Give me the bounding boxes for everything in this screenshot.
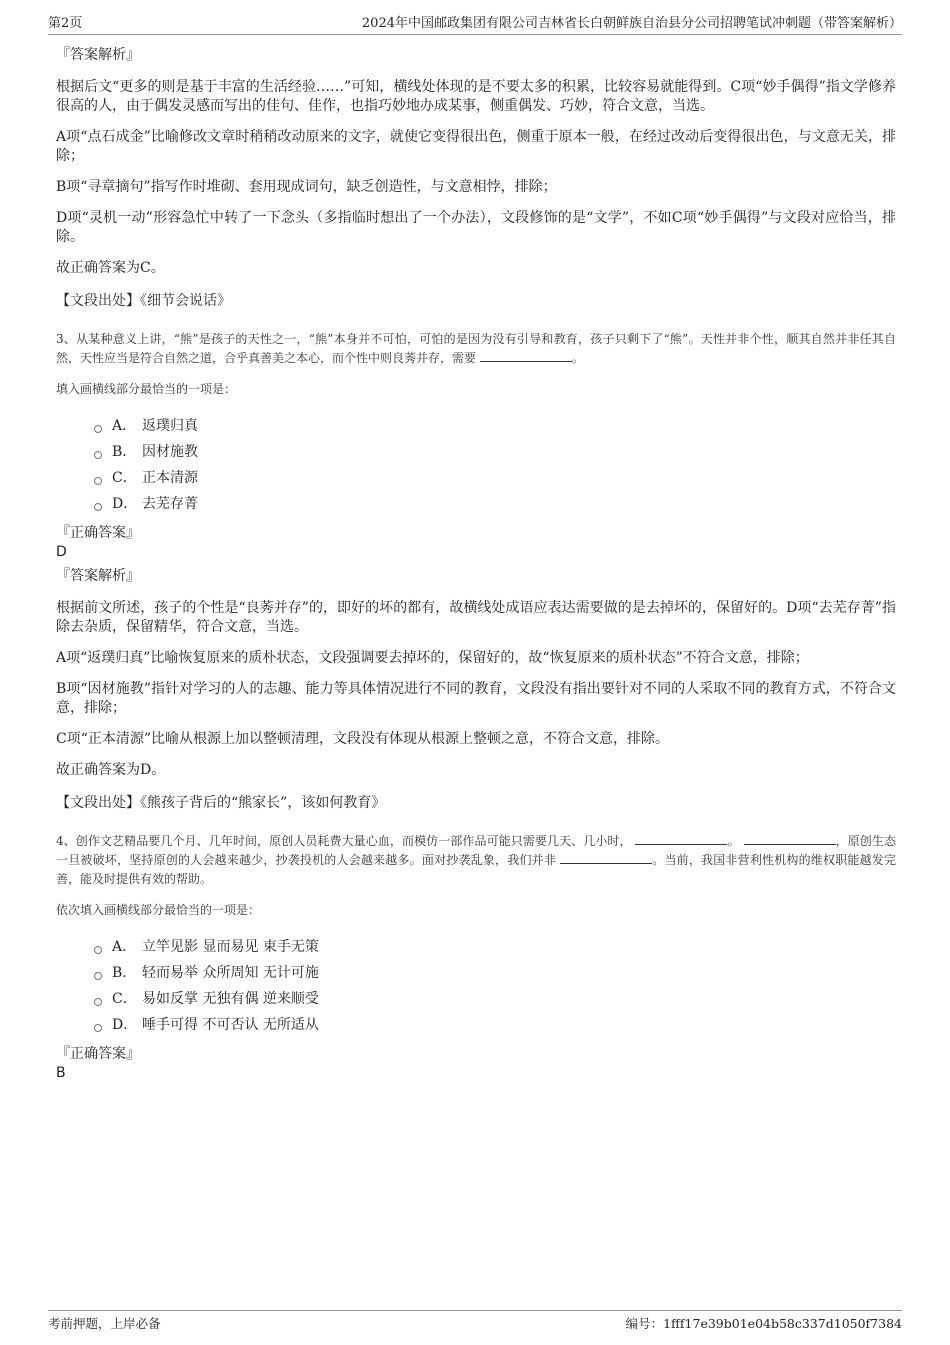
radio-icon[interactable] [94, 972, 102, 980]
analysis-paragraph: A项“点石成金”比喻修改文章时稍稍改动原来的文字，就使它变得很出色，侧重于原本一般，在经过改动后变得很出色，与文意无关，排除； [56, 129, 896, 164]
analysis-paragraph: 根据前文所述，孩子的个性是“良莠并存”的，即好的坏的都有，故横线处成语应表达需要做的是去掉坏的，保留好的。D项“去芜存菁”指除去杂质，保留精华，符合文意，当选。 [56, 600, 896, 635]
fill-blank [560, 851, 652, 864]
option-d[interactable]: D． 唾手可得 不可否认 无所适从 [94, 1012, 896, 1038]
radio-icon[interactable] [94, 451, 102, 459]
question-4-stem: 4、创作文艺精品要几个月、几年时间，原创人员耗费大量心血，而模仿一部作品可能只需要几天、几小时， 。 ，原创生态一旦被破坏，坚持原创的人会越来越少，抄袭投机的人会越来越多。面对抄袭乱象，我们并非 。当前，我国非营利性机构的维权职能越发完善，能及时提供有效的帮助。 [56, 834, 896, 886]
question-3-stem [56, 330, 896, 368]
analysis-label: 『答案解析』 [56, 47, 140, 63]
question-4-options [94, 934, 896, 1038]
page-footer [48, 1310, 902, 1333]
correct-answer: B [56, 1065, 66, 1081]
radio-icon[interactable] [94, 946, 102, 954]
option-a[interactable]: A． 返璞归真 [94, 413, 896, 439]
option-c[interactable]: C． 正本清源 [94, 465, 896, 491]
analysis-conclusion: 故正确答案为C。 [56, 260, 165, 276]
page-header [48, 14, 902, 35]
analysis-paragraph: 根据后文“更多的则是基于丰富的生活经验……”可知，横线处体现的是不要太多的积累，比较容易就能得到。C项“妙手偶得”指文学修养很高的人，由于偶发灵感而写出的佳句、佳作，也指巧妙地办成某事，侧重偶发、巧妙，符合文意，当选。 [56, 79, 896, 114]
radio-icon[interactable] [94, 477, 102, 485]
passage-source: 【文段出处】《细节会说话》 [56, 293, 231, 309]
radio-icon[interactable] [94, 1024, 102, 1032]
question-3-options [94, 413, 896, 517]
analysis-paragraph: D项“灵机一动”形容急忙中转了一下念头（多指临时想出了一个办法），文段修饰的是“文学”，不如C项“妙手偶得”与文段对应恰当，排除。 [56, 210, 896, 245]
correct-answer-label: 『正确答案』 [56, 525, 140, 541]
analysis-conclusion: 故正确答案为D。 [56, 762, 166, 778]
option-a[interactable]: A． 立竿见影 显而易见 束手无策 [94, 934, 896, 960]
radio-icon[interactable] [94, 425, 102, 433]
option-d[interactable]: D． 去芜存菁 [94, 491, 896, 517]
analysis-label: 『答案解析』 [56, 568, 140, 584]
fill-blank [635, 832, 727, 845]
radio-icon[interactable] [94, 998, 102, 1006]
analysis-paragraph: B项“因材施教”指针对学习的人的志趣、能力等具体情况进行不同的教育，文段没有指出要针对不同的人采取不同的教育方式，不符合文意，排除； [56, 681, 896, 716]
question-3-text: 3、从某种意义上讲，“熊”是孩子的天性之一，“熊”本身并不可怕，可怕的是因为没有引导和教育，孩子只剩下了“熊”。天性并非个性，顺其自然并非任其自然，天性应当是符合自然之道，合乎真善美之本心，而个性中则良莠并存，需要 [56, 332, 896, 365]
footer-slogan: 考前押题，上岸必备 [48, 1316, 161, 1331]
page-number: 第2页 [48, 16, 83, 31]
option-b[interactable]: B． 轻而易举 众所周知 无计可施 [94, 960, 896, 986]
correct-answer: D [56, 544, 67, 560]
question-3-prompt: 填入画横线部分最恰当的一项是： [56, 382, 237, 396]
option-c[interactable]: C． 易如反掌 无独有偶 逆来顺受 [94, 986, 896, 1012]
passage-source: 【文段出处】《熊孩子背后的“熊家长”，该如何教育》 [56, 795, 386, 811]
option-b[interactable]: B． 因材施教 [94, 439, 896, 465]
radio-icon[interactable] [94, 503, 102, 511]
document-id: 编号：1fff17e39b01e04b58c337d1050f7384 [625, 1316, 902, 1331]
analysis-paragraph: A项“返璞归真”比喻恢复原来的质朴状态，文段强调要去掉坏的，保留好的，故“恢复原来的质朴状态”不符合文意，排除； [56, 650, 809, 666]
document-title: 2024年中国邮政集团有限公司吉林省长白朝鲜族自治县分公司招聘笔试冲刺题（带答案解析） [361, 16, 902, 31]
analysis-paragraph: B项“寻章摘句”指写作时堆砌、套用现成词句，缺乏创造性，与文意相悖，排除； [56, 179, 557, 195]
question-4-prompt: 依次填入画横线部分最恰当的一项是： [56, 903, 261, 917]
correct-answer-label: 『正确答案』 [56, 1046, 140, 1062]
question-3-text-end: 。 [571, 351, 584, 365]
fill-blank [480, 349, 572, 362]
fill-blank [744, 832, 836, 845]
analysis-paragraph: C项“正本清源”比喻从根源上加以整顿清理，文段没有体现从根源上整顿之意，不符合文意，排除。 [56, 731, 670, 747]
page-content [56, 44, 896, 1086]
